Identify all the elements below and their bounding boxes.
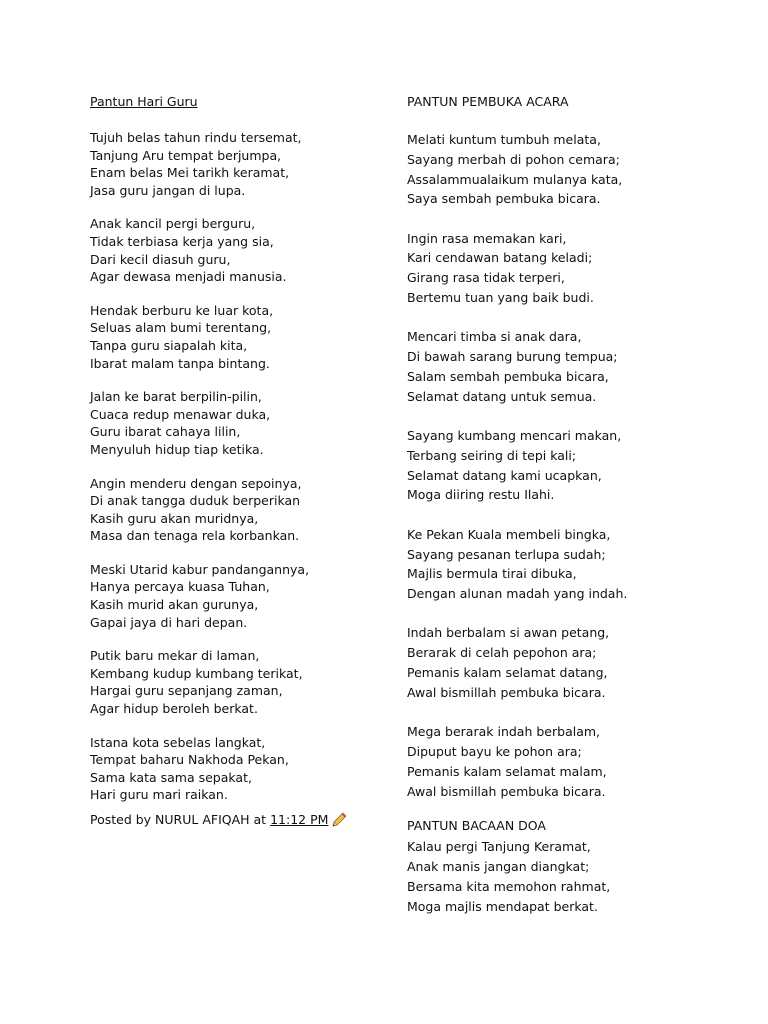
stanza-line: Tujuh belas tahun rindu tersemat, (90, 130, 302, 145)
stanza (90, 302, 380, 372)
post-footer (90, 811, 380, 829)
stanza-line: Melati kuntum tumbuh melata, (407, 132, 601, 147)
stanza-line: Di bawah sarang burung tempua; (407, 349, 618, 365)
stanza-line: Sayang kumbang mencari makan, (407, 428, 622, 444)
stanza-line: Majlis bermula tirai dibuka, (407, 566, 577, 582)
stanza-line: Dipuput bayu ke pohon ara; (407, 743, 582, 759)
stanza-line: Anak manis jangan diangkat; (407, 858, 590, 874)
posted-by-text: Posted by NURUL AFIQAH at (90, 812, 267, 827)
stanza-line: Di anak tangga duduk berperikan (90, 493, 301, 509)
stanza (90, 129, 380, 199)
stanza-line: Terbang seiring di tepi kali; (407, 447, 577, 463)
stanza (407, 426, 707, 505)
stanza-line: Kembang kudup kumbang terikat, (90, 665, 303, 681)
stanza-line: Saya sembah pembuka bicara. (407, 191, 601, 207)
stanza-line: Angin menderu dengan sepoinya, (90, 475, 302, 491)
stanza-line: Indah berbalam si awan petang, (407, 625, 610, 641)
stanza-line: Putik baru mekar di laman, (90, 648, 260, 664)
pantun-pembuka-acara-title: PANTUN PEMBUKA ACARA (407, 94, 569, 109)
stanza-line: Moga majlis mendapat berkat. (407, 898, 598, 914)
stanza-line: Enam belas Mei tarikh keramat, (90, 165, 290, 181)
left-stanzas (90, 129, 380, 804)
stanza-line: Hendak berburu ke luar kota, (90, 302, 274, 318)
stanza-line: Hargai guru sepanjang zaman, (90, 683, 283, 699)
stanza-line: Awal bismillah pembuka bicara. (407, 783, 606, 799)
stanza-line: Ibarat malam tanpa bintang. (90, 355, 270, 371)
post-time-link[interactable]: 11:12 PM (270, 812, 329, 827)
stanza-line: Hanya percaya kuasa Tuhan, (90, 579, 270, 595)
stanza-line: Dengan alunan madah yang indah. (407, 586, 628, 602)
stanza-line: Jalan ke barat berpilin-pilin, (90, 389, 262, 405)
stanza (90, 475, 380, 545)
stanza-line: Sayang merbah di pohon cemara; (407, 151, 620, 167)
stanza-line: Tanpa guru siapalah kita, (90, 337, 248, 353)
stanza-line: Kasih murid akan gurunya, (90, 597, 259, 613)
stanza-line: Guru ibarat cahaya lilin, (90, 424, 241, 440)
stanza-line: Seluas alam bumi terentang, (90, 320, 272, 336)
stanza-line: Jasa guru jangan di lupa. (90, 182, 246, 198)
stanza-line: Meski Utarid kabur pandangannya, (90, 561, 310, 577)
stanza-line: Selamat datang kami ucapkan, (407, 467, 602, 483)
stanza-line: Bersama kita memohon rahmat, (407, 878, 611, 894)
stanza (407, 525, 707, 604)
stanza-line: Selamat datang untuk semua. (407, 388, 597, 404)
stanza (90, 647, 380, 717)
stanza-line: Kalau pergi Tanjung Keramat, (407, 838, 591, 854)
stanza (407, 130, 707, 209)
stanza-line: Salam sembah pembuka bicara, (407, 368, 609, 384)
stanza-line: Sama kata sama sepakat, (90, 769, 252, 785)
stanza-line: Agar dewasa menjadi manusia. (90, 269, 287, 285)
pantun-bacaan-doa-title: PANTUN BACAAN DOA (407, 817, 546, 833)
stanza-line: Assalammualaikum mulanya kata, (407, 171, 623, 187)
stanza-line: Kari cendawan batang keladi; (407, 250, 593, 266)
stanza (407, 229, 707, 308)
stanza-line: Ingin rasa memakan kari, (407, 230, 567, 246)
stanza-line: Tanjung Aru tempat berjumpa, (90, 147, 282, 163)
stanza-line: Bertemu tuan yang baik budi. (407, 290, 594, 306)
stanza-line: Masa dan tenaga rela korbankan. (90, 528, 300, 544)
stanza-line: Menyuluh hidup tiap ketika. (90, 441, 264, 457)
stanza-line: Anak kancil pergi berguru, (90, 216, 256, 232)
pencil-icon[interactable] (331, 812, 347, 828)
right-stanzas (407, 130, 707, 801)
stanza-line: Girang rasa tidak terperi, (407, 270, 565, 286)
stanza-line: Ke Pekan Kuala membeli bingka, (407, 526, 611, 542)
stanza-line: Gapai jaya di hari depan. (90, 614, 248, 630)
stanza (90, 561, 380, 631)
stanza (90, 215, 380, 285)
stanza (407, 623, 707, 702)
stanza-line: Tidak terbiasa kerja yang sia, (90, 233, 274, 249)
stanza-line: Istana kota sebelas langkat, (90, 734, 266, 750)
stanza-line: Agar hidup beroleh berkat. (90, 701, 258, 717)
right-column (407, 93, 707, 917)
left-column (90, 93, 380, 829)
stanza-line: Mencari timba si anak dara, (407, 329, 582, 345)
stanza-line: Pemanis kalam selamat malam, (407, 763, 607, 779)
stanza-line: Awal bismillah pembuka bicara. (407, 684, 606, 700)
stanza-line: Cuaca redup menawar duka, (90, 406, 271, 422)
stanza-line: Pemanis kalam selamat datang, (407, 665, 608, 681)
doa-stanza (407, 837, 707, 917)
stanza-line: Mega berarak indah berbalam, (407, 724, 601, 740)
stanza-line: Moga diiring restu Ilahi. (407, 487, 555, 503)
stanza-line: Tempat baharu Nakhoda Pekan, (90, 752, 289, 768)
stanza-line: Sayang pesanan terlupa sudah; (407, 546, 606, 562)
stanza-line: Berarak di celah pepohon ara; (407, 645, 597, 661)
stanza (407, 722, 707, 801)
stanza (90, 388, 380, 458)
stanza-line: Kasih guru akan muridnya, (90, 510, 259, 526)
stanza (407, 327, 707, 406)
doa-section (407, 817, 707, 917)
stanza-line: Dari kecil diasuh guru, (90, 251, 231, 267)
pantun-hari-guru-title: Pantun Hari Guru (90, 94, 198, 109)
stanza (90, 734, 380, 804)
stanza-line: Hari guru mari raikan. (90, 787, 228, 803)
